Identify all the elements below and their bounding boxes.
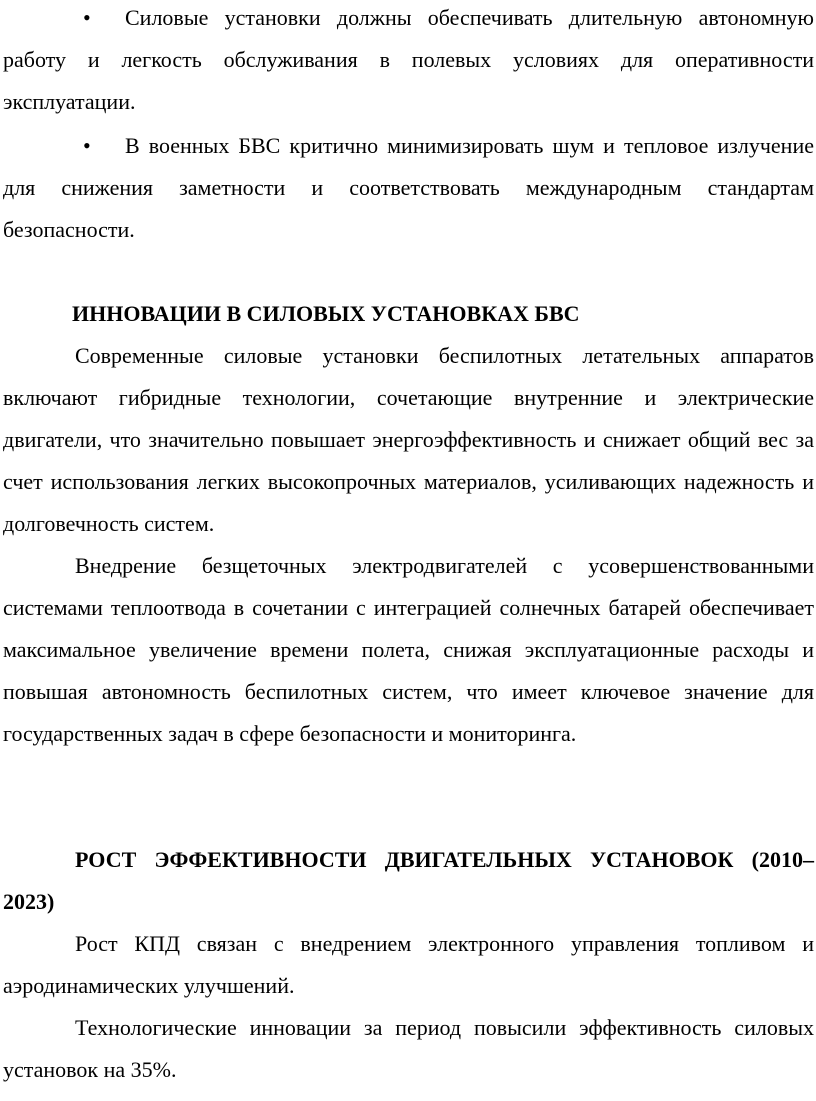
paragraph: Внедрение безщеточных электродвигателей с усовершенствованными системами теплоотвода в сочетании с интеграцией солнечных батарей обеспечивает максимальное увеличение времени полета, снижая эксплуатационные расходы и повышая автономность беспилотных систем, что имеет ключевое значение для государственных задач в сфере безопасности и мониторинга. (3, 553, 814, 746)
bullet-text: Силовые установки должны обеспечивать длительную автономную работу и легкость обслуживания в полевых условиях для оперативности эксплуатации. (3, 5, 814, 114)
bullet-marker: • (83, 5, 91, 30)
bullet-item (3, 0, 814, 123)
paragraph: Современные силовые установки беспилотных летательных аппаратов включают гибридные технологии, сочетающие внутренние и электрические двигатели, что значительно повышает энергоэффективность и снижает общий вес за счет использования легких высокопрочных материалов, усиливающих надежность и долговечность систем. (3, 343, 814, 536)
bullet-paragraph (3, 0, 814, 123)
bullet-item (3, 125, 814, 251)
section-efficiency (3, 839, 814, 923)
bullet-paragraph (3, 125, 814, 251)
paragraph: Технологические инновации за период повысили эффективность силовых установок на 35%. (3, 1015, 814, 1082)
section-heading: РОСТ ЭФФЕКТИВНОСТИ ДВИГАТЕЛЬНЫХ УСТАНОВОК (2010–2023) (3, 847, 814, 914)
section-body (3, 923, 814, 1091)
bullet-text: В военных БВС критично минимизировать шум и тепловое излучение для снижения заметности и соответствовать международным стандартам безопасности. (3, 133, 814, 242)
section-heading: ИННОВАЦИИ В СИЛОВЫХ УСТАНОВКАХ БВС (72, 301, 580, 326)
paragraph: Рост КПД связан с внедрением электронного управления топливом и аэродинамических улучшений. (3, 931, 814, 998)
section-body (3, 335, 814, 755)
bullet-marker: • (83, 133, 91, 158)
section-innovations (3, 293, 814, 335)
